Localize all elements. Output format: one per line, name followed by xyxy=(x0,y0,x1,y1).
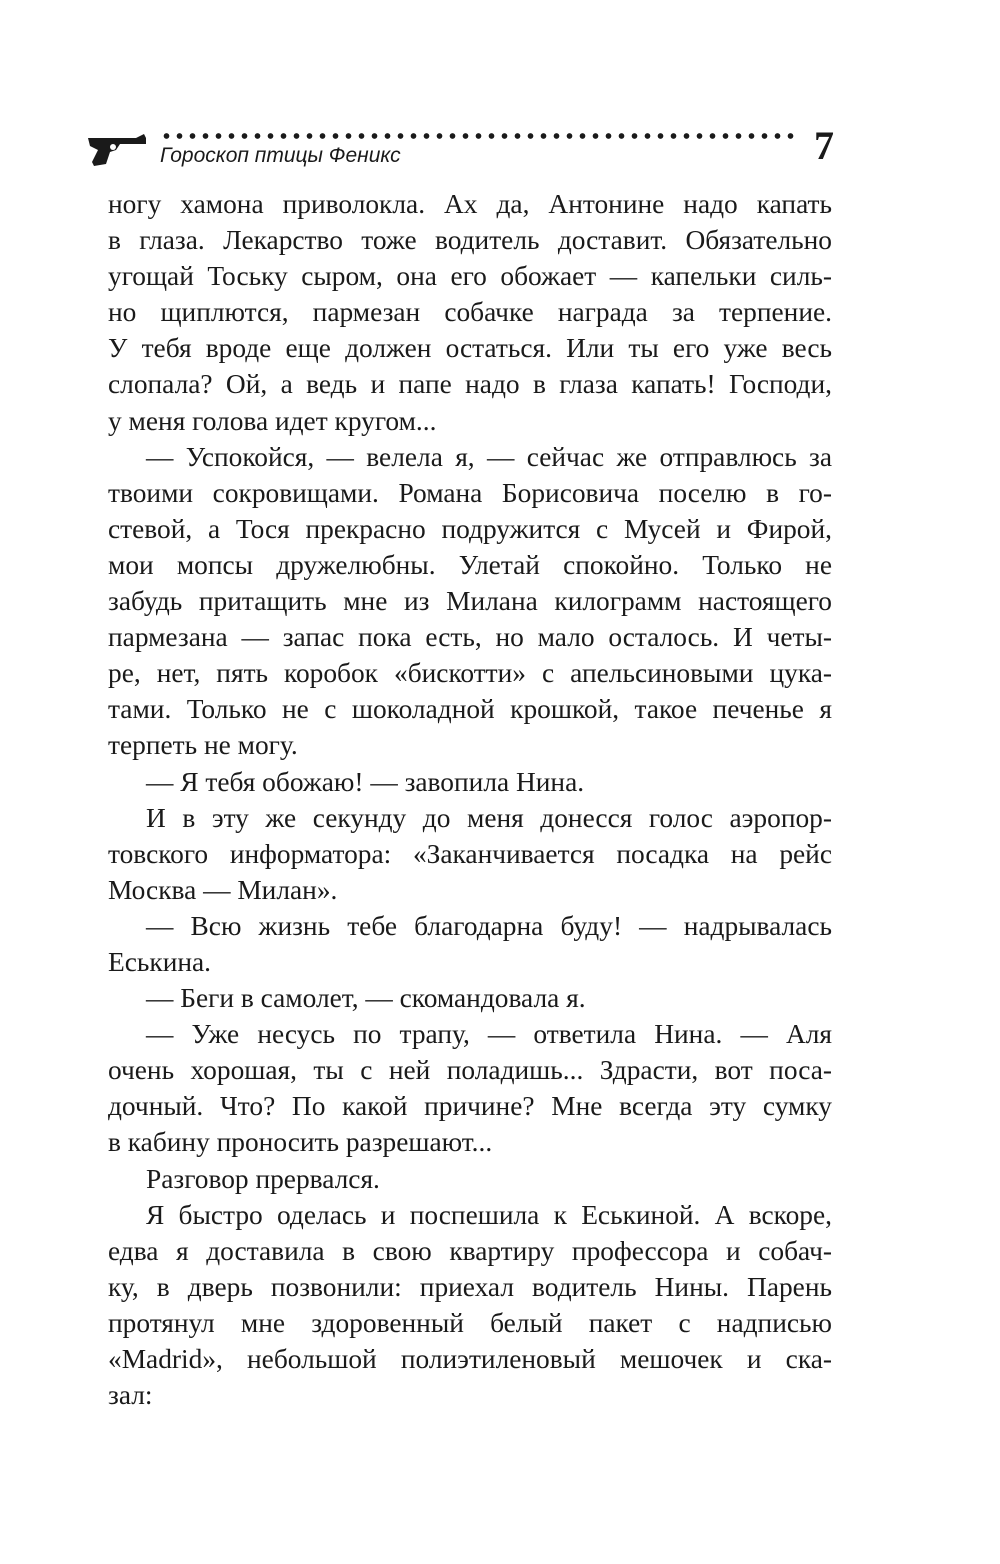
text-line: ре, нет, пять коробок «бискотти» с апельсиновыми цука- xyxy=(108,658,832,689)
body-text xyxy=(108,186,832,1413)
text-line: твоими сокровищами. Романа Борисовича поселю в го- xyxy=(108,477,832,508)
running-header xyxy=(86,123,838,186)
paragraph xyxy=(108,980,832,1016)
paragraph xyxy=(108,1016,832,1160)
text-line: забудь притащить мне из Милана килограмм настоящего xyxy=(108,586,832,617)
paragraph xyxy=(108,764,832,800)
text-line: у меня голова идет кругом... xyxy=(108,405,437,436)
text-line: терпеть не могу. xyxy=(108,730,298,761)
paragraph xyxy=(108,800,832,908)
text-line: товского информатора: «Заканчивается посадка на рейс xyxy=(108,838,832,869)
text-line: мои мопсы дружелюбны. Улетай спокойно. Только не xyxy=(108,549,832,580)
text-line: — Всю жизнь тебе благодарна буду! — надрывалась xyxy=(146,910,832,941)
text-line: в глаза. Лекарство тоже водитель доставит. Обязательно xyxy=(108,225,832,256)
text-line: дочный. Что? По какой причине? Мне всегда эту сумку xyxy=(108,1091,832,1122)
text-line: стевой, а Тося прекрасно подружится с Мусей и Фирой, xyxy=(108,513,832,544)
text-line: Я быстро оделась и поспешила к Еськиной. А вскоре, xyxy=(146,1199,832,1230)
running-title: Гороскоп птицы Феникс xyxy=(160,144,401,167)
paragraph xyxy=(108,439,832,764)
text-line: в кабину проносить разрешают... xyxy=(108,1127,493,1158)
text-line: — Я тебя обожаю! — завопила Нина. xyxy=(146,766,585,797)
text-line: У тебя вроде еще должен остаться. Или ты его уже весь xyxy=(108,333,832,364)
text-line: зал: xyxy=(108,1380,153,1411)
page-number: 7 xyxy=(814,123,834,168)
text-line: — Уже несусь по трапу, — ответила Нина. — Аля xyxy=(146,1019,832,1050)
text-line: едва я доставила в свою квартиру профессора и собач- xyxy=(108,1235,832,1266)
text-line: И в эту же секунду до меня донесся голос аэропор- xyxy=(146,802,832,833)
text-line: протянул мне здоровенный белый пакет с надписью xyxy=(108,1307,832,1338)
text-line: очень хорошая, ты с ней поладишь... Здрасти, вот поса- xyxy=(108,1055,832,1086)
text-line: Еськина. xyxy=(108,946,212,977)
text-line: угощай Тоську сыром, она его обожает — капельки силь- xyxy=(108,261,832,292)
text-line: — Беги в самолет, — скомандовала я. xyxy=(146,983,586,1014)
text-line: ногу хамона приволокла. Ах да, Антонине надо капать xyxy=(108,189,832,219)
text-line: слопала? Ой, а ведь и папе надо в глаза капать! Господи, xyxy=(108,369,832,400)
paragraph xyxy=(108,1197,832,1414)
paragraph xyxy=(108,1161,832,1197)
paragraph xyxy=(108,186,832,439)
text-line: «Madrid», небольшой полиэтиленовый мешочек и ска- xyxy=(108,1344,832,1374)
dotted-rule xyxy=(160,132,796,140)
text-line: Разговор прервался. xyxy=(146,1163,380,1194)
revolver-icon xyxy=(86,130,148,168)
text-line: пармезана — запас пока есть, но мало осталось. И четы- xyxy=(108,622,832,653)
text-line: тами. Только не с шоколадной крошкой, такое печенье я xyxy=(108,694,832,725)
text-line: Москва — Милан». xyxy=(108,874,338,905)
text-line: но щиплются, пармезан собачке награда за терпение. xyxy=(108,297,832,328)
text-line: — Успокойся, — велела я, — сейчас же отправлюсь за xyxy=(146,441,832,472)
text-line: ку, в дверь позвонили: приехал водитель Нины. Парень xyxy=(108,1271,832,1302)
paragraph xyxy=(108,908,832,980)
